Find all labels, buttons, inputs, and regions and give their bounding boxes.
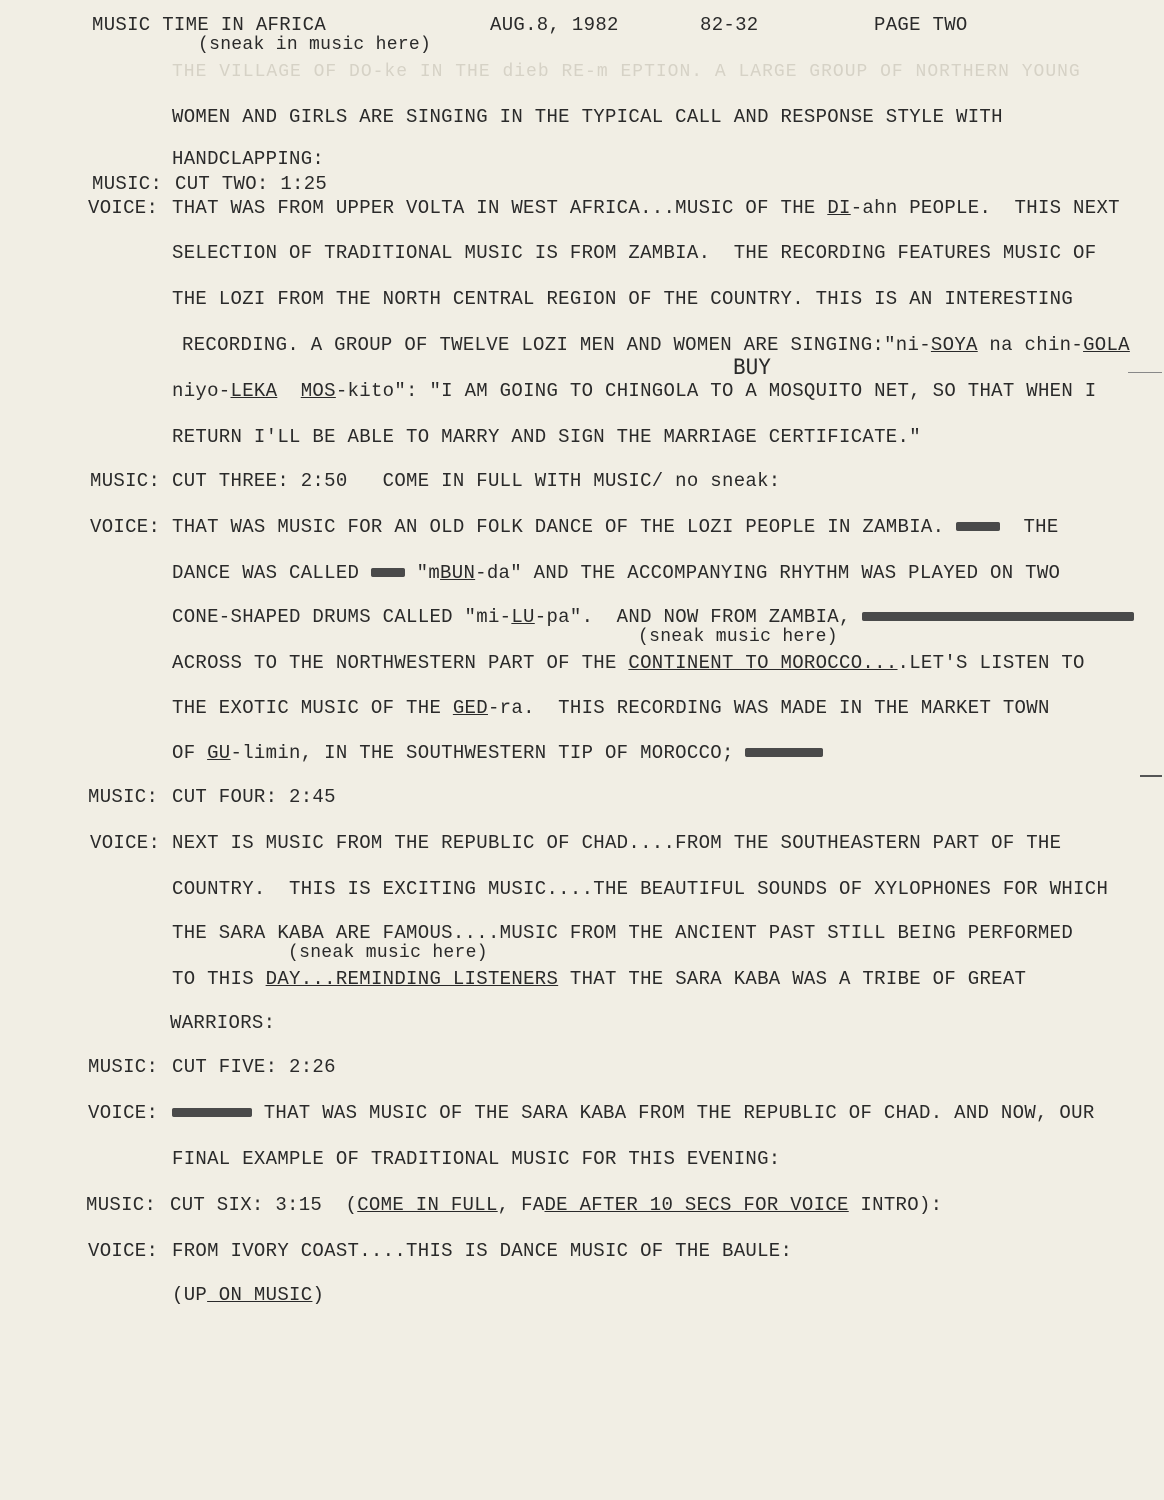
line-28: (UP ON MUSIC) [172,1284,325,1306]
music-label: MUSIC: [88,1056,159,1078]
voice-label: VOICE: [88,197,159,219]
voice-label: VOICE: [90,832,161,854]
margin-mark [1140,775,1162,777]
line-20: THE SARA KABA ARE FAMOUS....MUSIC FROM THE ANCIENT PAST STILL BEING PERFORMED [172,922,1074,944]
line-27: FROM IVORY COAST....THIS IS DANCE MUSIC OF THE BAULE: [172,1240,793,1262]
cue-cut-five: CUT FIVE: 2:26 [172,1056,336,1078]
line-24: THAT WAS MUSIC OF THE SARA KABA FROM THE REPUBLIC OF CHAD. AND NOW, OUR [172,1104,1095,1123]
page-label: PAGE TWO [874,14,968,36]
music-label: MUSIC: [88,786,159,808]
faded-line: THE VILLAGE OF DO-ke IN THE dieb RE-m EPTION. A LARGE GROUP OF NORTHERN YOUNG [172,62,1081,82]
cue-cut-six: CUT SIX: 3:15 (COME IN FULL, FADE AFTER 10 SECS FOR VOICE INTRO): [170,1194,943,1216]
line-5: SELECTION OF TRADITIONAL MUSIC IS FROM ZAMBIA. THE RECORDING FEATURES MUSIC OF [172,242,1097,264]
sneak-note-header: (sneak in music here) [198,35,432,55]
cue-cut-four: CUT FOUR: 2:45 [172,786,336,808]
line-7: RECORDING. A GROUP OF TWELVE LOZI MEN AND WOMEN ARE SINGING:"ni-SOYA na chin-GOLA [182,334,1130,356]
line-25: FINAL EXAMPLE OF TRADITIONAL MUSIC FOR THIS EVENING: [172,1148,781,1170]
music-label: MUSIC: [92,173,163,195]
margin-mark [1128,372,1162,373]
doc-date: AUG.8, 1982 [490,14,619,36]
doc-number: 82-32 [700,14,759,36]
line-6: THE LOZI FROM THE NORTH CENTRAL REGION OF THE COUNTRY. THIS IS AN INTERESTING [172,288,1074,310]
line-12: DANCE WAS CALLED "mBUN-da" AND THE ACCOMPANYING RHYTHM WAS PLAYED ON TWO [172,562,1061,584]
line-21: TO THIS DAY...REMINDING LISTENERS THAT THE SARA KABA WAS A TRIBE OF GREAT [172,968,1027,990]
line-1: WOMEN AND GIRLS ARE SINGING IN THE TYPICAL CALL AND RESPONSE STYLE WITH [172,106,1003,128]
line-22: WARRIORS: [170,1012,276,1034]
music-label: MUSIC: [86,1194,157,1216]
music-label: MUSIC: [90,470,161,492]
line-9: RETURN I'LL BE ABLE TO MARRY AND SIGN THE MARRIAGE CERTIFICATE." [172,426,921,448]
line-11: THAT WAS MUSIC FOR AN OLD FOLK DANCE OF THE LOZI PEOPLE IN ZAMBIA. THE [172,516,1059,538]
voice-label: VOICE: [88,1240,159,1262]
line-2: HANDCLAPPING: [172,148,325,170]
voice-label: VOICE: [90,516,161,538]
line-8: niyo-LEKA MOS-kito": "I AM GOING TO CHINGOLA TO A MOSQUITO NET, SO THAT WHEN I [172,380,1097,402]
doc-title: MUSIC TIME IN AFRICA [92,14,327,36]
line-13: CONE-SHAPED DRUMS CALLED "mi-LU-pa". AND NOW FROM ZAMBIA, [172,608,1134,627]
line-4: THAT WAS FROM UPPER VOLTA IN WEST AFRICA...MUSIC OF THE DI-ahn PEOPLE. THIS NEXT [172,197,1120,219]
line-18: NEXT IS MUSIC FROM THE REPUBLIC OF CHAD....FROM THE SOUTHEASTERN PART OF THE [172,832,1062,854]
line-14: ACROSS TO THE NORTHWESTERN PART OF THE CONTINENT TO MOROCCO....LET'S LISTEN TO [172,652,1085,674]
sneak-note: (sneak music here) [638,627,838,647]
line-15: THE EXOTIC MUSIC OF THE GED-ra. THIS RECORDING WAS MADE IN THE MARKET TOWN [172,697,1050,719]
sneak-note: (sneak music here) [288,943,488,963]
handwritten-correction: BUY [733,355,771,379]
line-16: OF GU-limin, IN THE SOUTHWESTERN TIP OF MOROCCO; [172,744,823,763]
voice-label: VOICE: [88,1102,159,1124]
line-19: COUNTRY. THIS IS EXCITING MUSIC....THE BEAUTIFUL SOUNDS OF XYLOPHONES FOR WHICH [172,878,1109,900]
cue-cut-three: CUT THREE: 2:50 COME IN FULL WITH MUSIC/ no sneak: [172,470,781,492]
cue-cut-two: CUT TWO: 1:25 [175,173,328,195]
